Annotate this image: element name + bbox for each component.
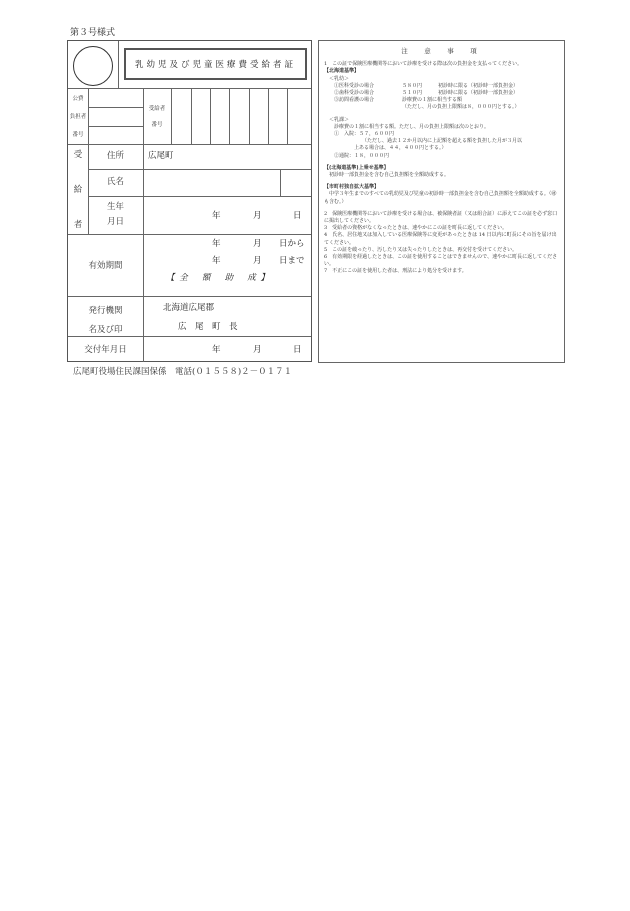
recipient-certificate-card (67, 40, 312, 362)
recipient-side-label-1: 受 (73, 150, 83, 160)
notes-panel (318, 40, 565, 363)
validity-to-year: 年 (212, 256, 221, 266)
infant-row-medical (324, 83, 559, 90)
infant-row-note: 初診時に限る（初診時一部負担金） (438, 82, 519, 89)
dob-label-1: 生年 (106, 202, 124, 212)
infant-row-label: ③訪問看護の場合 (334, 97, 375, 104)
divider (143, 144, 144, 337)
validity-to-month: 月 (253, 256, 262, 266)
payer-number-field-3[interactable] (89, 127, 143, 144)
payer-number-field-2[interactable] (89, 108, 143, 126)
divider (118, 41, 119, 88)
issuer-value-1: 北海道広尾郡 (163, 303, 215, 313)
note-item-7: 7 不正にこの証を使用した者は、刑法により処分を受けます。 (324, 268, 467, 275)
address-value[interactable]: 広尾町 (148, 151, 174, 161)
divider (68, 144, 311, 145)
dob-month: 月 (253, 211, 262, 221)
address-label: 住所 (106, 151, 124, 161)
payer-number-field-1[interactable] (89, 89, 143, 107)
payer-number-label-3: 番号 (72, 132, 84, 138)
divider (68, 234, 311, 235)
payer-number-label-1: 公費 (72, 96, 84, 102)
validity-from-year: 年 (212, 239, 221, 249)
recipient-number-label-2: 番号 (151, 122, 163, 128)
child-inpatient-note-2: 上ある場合は、４４，４００円とする。） (354, 145, 447, 152)
divider (143, 336, 144, 362)
child-heading: ＜乳課＞ (329, 116, 350, 123)
recipient-number-field[interactable] (172, 89, 310, 144)
infant-cap-note: （ただし、月の負担上限額は８，０００円とする。） (402, 104, 520, 111)
note-item-3: 3 受給者の資格がなくなったときは、速やかにこの証を町長に返してください。 (324, 225, 508, 232)
name-label: 氏名 (106, 177, 124, 187)
hokkaido-standard-heading: 【北海道基準】 (324, 68, 360, 75)
note-item-1: 1 この証で保険医療機関等において診療を受ける際は次の負担金を支払ってください。 (324, 61, 523, 68)
validity-from-month: 月 (253, 239, 262, 249)
infant-heading: ＜乳幼＞ (329, 75, 350, 82)
dob-day: 日 (293, 211, 302, 221)
child-line-1: 診療費の１割に相当する額。ただし、月の負担上限額は次のとおり。 (334, 123, 490, 130)
divider (68, 296, 311, 297)
validity-to-day: 日まで (279, 256, 305, 266)
issuer-value-2: 広 尾 町 長 (178, 322, 238, 332)
issue-date-year: 年 (212, 345, 221, 355)
issue-date-month: 月 (253, 345, 262, 355)
infant-row-note: 初診時に限る（初診時一部負担金） (438, 90, 519, 97)
note-item-4: 4 氏名、居住地又は加入している医療保険等に変更があったときは 14 日以内に町長にその旨を届け出てください。 (324, 232, 557, 246)
name-field[interactable] (148, 175, 278, 195)
child-inpatient: ① 入院：５７，６００円 (334, 131, 395, 138)
certificate-title: 乳幼児及び児童医療費受給者証 (124, 48, 307, 80)
infant-row-amount: ５８０円 (402, 82, 423, 89)
note-item-5: 5 この証を破ったり、汚したり又は失ったりしたときは、再交付を受けてください。 (324, 246, 518, 253)
validity-from-day: 日から (279, 239, 305, 249)
issue-date-label: 交付年月日 (84, 345, 127, 355)
topup-standard-heading: 【(北海道基準)上乗せ基準】 (324, 164, 389, 171)
topup-standard-text: 初診時一部負担金を含む自己負担額を全額助成する。 (329, 172, 450, 179)
divider (88, 196, 311, 197)
full-subsidy-note: 【 全 額 助 成 】 (166, 273, 271, 283)
town-standard-text: 中学３年生までのすべての乳幼児及び児童の初診時一部負担金を含む自己負担額を全額助成する。（㊙も含む。） (324, 191, 557, 205)
recipient-number-label-1: 受給者 (148, 106, 166, 112)
divider (143, 88, 144, 144)
note-item-6: 6 有効期限を経過したときは、この証を使用することはできませんので、速やかに町長に返してください。 (324, 254, 558, 268)
issuer-label-1: 発行機関 (88, 306, 123, 316)
issuer-label-2: 名及び印 (88, 325, 123, 335)
child-outpatient: ②通院：１８，０００円 (334, 152, 390, 159)
infant-row-label: ②歯科受診の場合 (334, 90, 375, 97)
issue-date-day: 日 (293, 345, 302, 355)
child-inpatient-note-1: （ただし、過去１２か月以内に上記額を超える額を負担した月が３月以 (362, 138, 523, 145)
recipient-side-label-3: 者 (73, 220, 83, 230)
payer-number-label-2: 負担者 (69, 114, 87, 120)
infant-row-note: 診療費の１割に相当する額 (402, 97, 463, 104)
dob-label-2: 月日 (106, 217, 124, 227)
recipient-side-label-2: 給 (73, 185, 83, 195)
gender-field[interactable] (281, 170, 311, 196)
validity-label: 有効期間 (88, 261, 123, 271)
dob-year: 年 (212, 211, 221, 221)
seal-circle (73, 46, 113, 86)
contact-footer: 広尾町役場住民課国保係 電話(０１５５８)２－０１７１ (73, 367, 293, 377)
notes-title: 注 意 事 項 (401, 47, 482, 55)
divider (88, 169, 311, 170)
infant-row-amount: ５１０円 (402, 90, 423, 97)
town-standard-heading: 【市町村独自拡大基準】 (324, 184, 380, 191)
infant-row-label: ①医科受診の場合 (334, 82, 375, 89)
note-item-2: 2 保険医療機関等において診療を受ける場合は、被保険者証（又は組合証）に添えてこの証を必ず窓口に掲出してください。 (324, 210, 558, 225)
form-number: 第３号様式 (70, 28, 116, 38)
divider (68, 336, 311, 337)
